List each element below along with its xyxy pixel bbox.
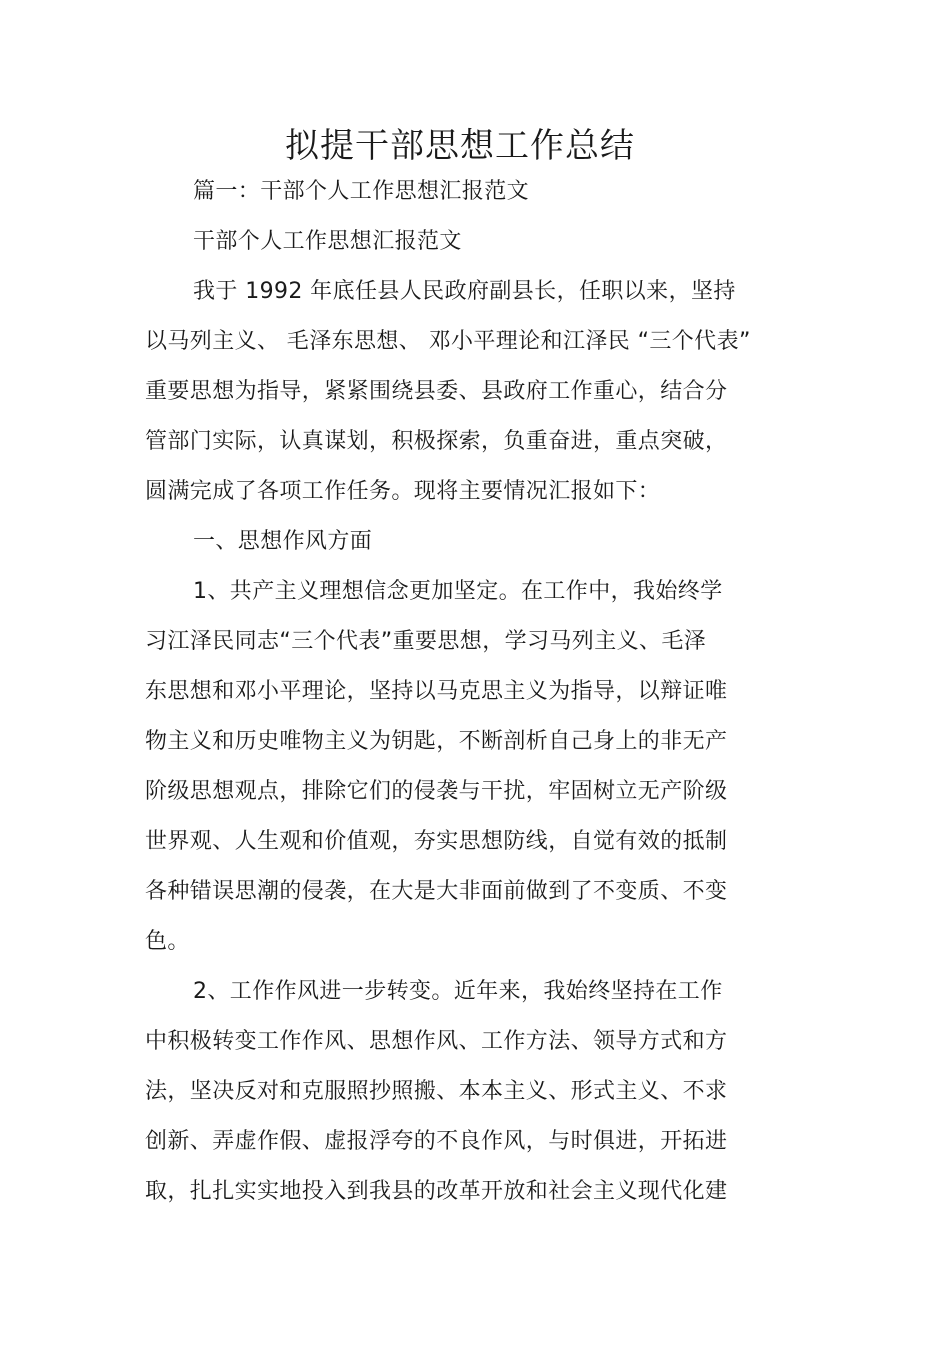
section-heading-1: 篇一：干部个人工作思想汇报范文 (193, 179, 530, 204)
text-line: 圆满完成了各项工作任务。现将主要情况汇报如下： (145, 479, 661, 504)
text-line: 我于 1992 年底任县人民政府副县长，任职以来，坚持 (193, 279, 736, 304)
text-line: 东思想和邓小平理论，坚持以马克思主义为指导，以辩证唯 (145, 679, 728, 704)
text-line: 习江泽民同志“三个代表”重要思想，学习马列主义、毛泽 (145, 629, 707, 654)
text-line: 中积极转变工作作风、思想作风、工作方法、领导方式和方 (145, 1029, 728, 1054)
document-title: 拟提干部思想工作总结 (285, 126, 635, 166)
text-line: 世界观、人生观和价值观，夯实思想防线，自觉有效的抵制 (145, 829, 728, 854)
text-line: 阶级思想观点，排除它们的侵袭与干扰，牢固树立无产阶级 (145, 779, 728, 804)
text-line: 取，扎扎实实地投入到我县的改革开放和社会主义现代化建 (145, 1179, 728, 1204)
text-line: 色。 (145, 929, 190, 954)
text-line: 管部门实际，认真谋划，积极探索，负重奋进，重点突破， (145, 429, 728, 454)
text-line: 重要思想为指导，紧紧围绕县委、县政府工作重心，结合分 (145, 379, 728, 404)
text-line: 2、工作作风进一步转变。近年来，我始终坚持在工作 (193, 979, 723, 1004)
text-line: 创新、弄虚作假、虚报浮夸的不良作风，与时俱进，开拓进 (145, 1129, 728, 1154)
text-line: 各种错误思潮的侵袭，在大是大非面前做到了不变质、不变 (145, 879, 728, 904)
text-line: 法，坚决反对和克服照抄照搬、本本主义、形式主义、不求 (145, 1079, 728, 1104)
text-line: 物主义和历史唯物主义为钥匙，不断剖析自己身上的非无产 (145, 729, 728, 754)
subtitle: 干部个人工作思想汇报范文 (193, 229, 462, 254)
section-heading-2: 一、思想作风方面 (193, 529, 373, 554)
text-line: 1、共产主义理想信念更加坚定。在工作中，我始终学 (193, 579, 723, 604)
text-line: 以马列主义、 毛泽东思想、 邓小平理论和江泽民 “三个代表” (145, 329, 751, 354)
